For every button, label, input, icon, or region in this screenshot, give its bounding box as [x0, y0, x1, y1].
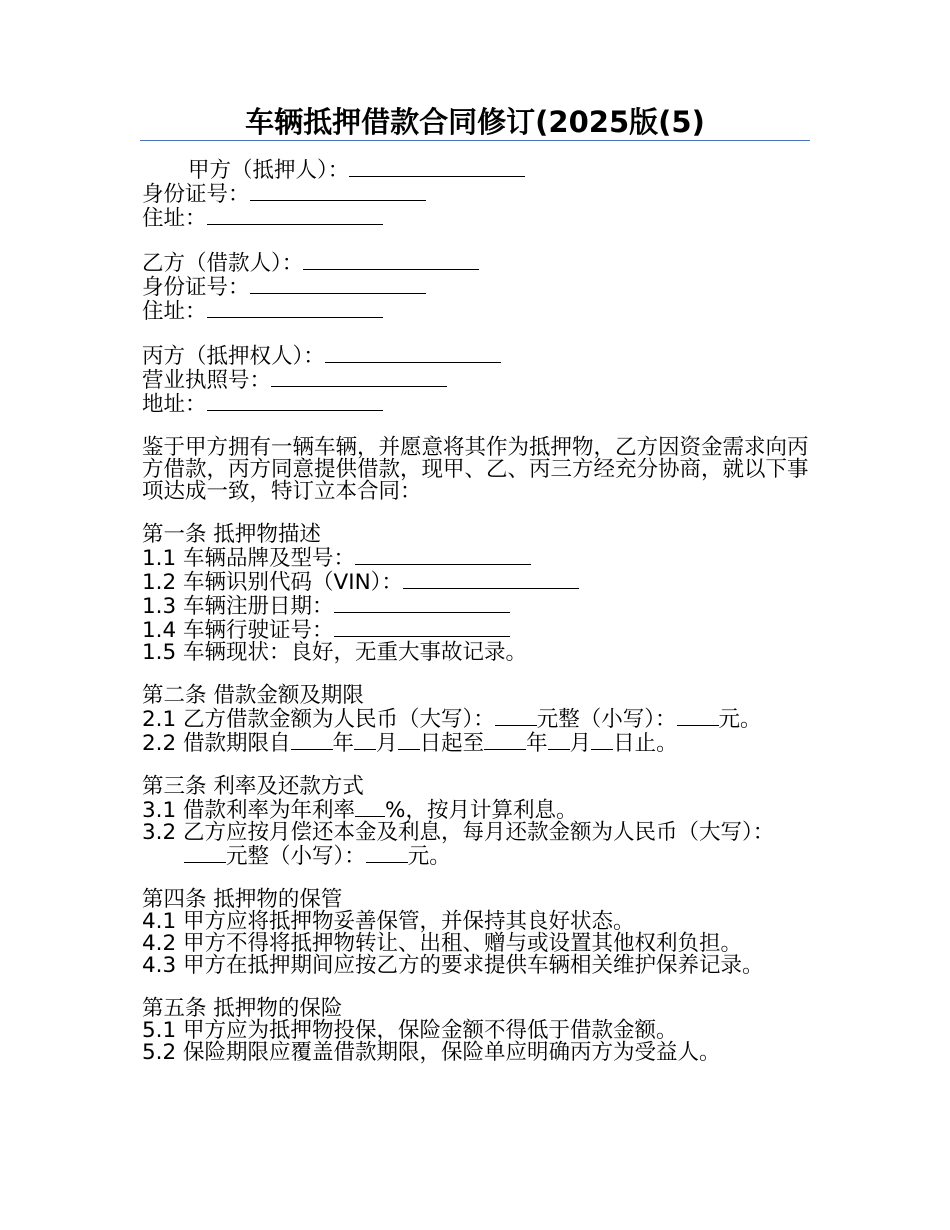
party-c-addr-label: 地址： — [142, 392, 207, 417]
repayment-text: 3.2 乙方应按月偿还本金及利息，每月还款金额为人民币（大写）： — [142, 820, 775, 845]
article-3-item-2 — [142, 822, 814, 868]
party-b-addr-label: 住址： — [142, 299, 207, 324]
interest-rate-blank — [355, 798, 385, 817]
end-day-label: 日止。 — [613, 731, 678, 756]
article-1-item-2-text: 1.2 车辆识别代码（VIN）： — [142, 570, 403, 595]
party-a-addr-blank — [207, 206, 383, 225]
article-2-item-1 — [142, 707, 814, 731]
party-c-license-label: 营业执照号： — [142, 368, 272, 393]
party-b-addr-blank — [207, 299, 383, 318]
start-year-blank — [291, 731, 333, 750]
article-1-item-4-text: 1.4 车辆行驶证号： — [142, 618, 334, 643]
article-1-item-2 — [142, 570, 814, 594]
document-title: 车辆抵押借款合同修订(2025版(5) — [140, 104, 810, 141]
repayment-upper-blank — [184, 844, 226, 863]
party-b-blank — [303, 251, 479, 270]
start-day-blank — [398, 731, 420, 750]
article-4-item-2: 4.2 甲方不得将抵押物转让、出租、赠与或设置其他权利负担。 — [142, 931, 743, 956]
party-a-id-label: 身份证号： — [142, 182, 250, 207]
start-year-label: 年 — [332, 731, 355, 756]
start-day-label: 日起至 — [419, 731, 485, 756]
contract-body — [142, 158, 814, 1064]
party-b-id-label: 身份证号： — [142, 275, 250, 300]
party-c-addr-line — [142, 392, 814, 416]
article-1-item-3-text: 1.3 车辆注册日期： — [142, 594, 334, 619]
party-c-blank — [325, 344, 501, 363]
preamble: 鉴于甲方拥有一辆车辆，并愿意将其作为抵押物，乙方因资金需求向丙方借款，丙方同意提供借款，现甲、乙、丙三方经充分协商，就以下事项达成一致，特订立本合同： — [142, 435, 809, 504]
loan-amount-text: 2.1 乙方借款金额为人民币（大写）： — [142, 707, 495, 732]
loan-amount-unit: 元。 — [718, 707, 762, 732]
end-year-blank — [484, 731, 526, 750]
end-year-label: 年 — [526, 731, 548, 756]
vin-blank — [403, 570, 579, 589]
party-b-addr-line — [142, 299, 814, 323]
party-a-label: 甲方（抵押人）： — [188, 158, 350, 183]
party-a-id-line — [142, 182, 814, 206]
loan-amount-lower-blank — [677, 707, 719, 726]
article-1-item-5: 1.5 车辆现状：良好，无重大事故记录。 — [142, 640, 528, 665]
loan-amount-upper-blank — [495, 707, 537, 726]
article-1-item-4 — [142, 618, 814, 642]
interest-rate-suffix: %，按月计算利息。 — [385, 798, 578, 823]
party-a-line — [142, 158, 814, 182]
article-1-item-3 — [142, 594, 814, 618]
start-month-blank — [354, 731, 376, 750]
end-month-label: 月 — [569, 731, 592, 756]
article-5-item-1: 5.1 甲方应为抵押物投保，保险金额不得低于借款金额。 — [142, 1018, 678, 1043]
party-a-id-blank — [250, 182, 426, 201]
vehicle-model-blank — [355, 546, 531, 565]
article-5-heading: 第五条 抵押物的保险 — [142, 996, 343, 1021]
article-1-item-1 — [142, 546, 814, 570]
loan-term-text: 2.2 借款期限自 — [142, 731, 291, 756]
license-number-blank — [334, 618, 510, 637]
registration-date-blank — [334, 594, 510, 613]
article-4-item-3: 4.3 甲方在抵押期间应按乙方的要求提供车辆相关维护保养记录。 — [142, 953, 764, 978]
article-4-item-1: 4.1 甲方应将抵押物妥善保管，并保持其良好状态。 — [142, 909, 635, 934]
party-c-license-blank — [271, 368, 447, 387]
end-day-blank — [591, 731, 613, 750]
article-1-item-1-text: 1.1 车辆品牌及型号： — [142, 546, 356, 571]
party-c-line — [142, 344, 814, 368]
article-2-item-2 — [142, 731, 814, 755]
article-1-heading: 第一条 抵押物描述 — [142, 522, 321, 547]
party-b-label: 乙方（借款人）： — [142, 251, 304, 276]
repayment-unit: 元。 — [407, 844, 451, 869]
article-4-heading: 第四条 抵押物的保管 — [142, 887, 343, 912]
article-2-heading: 第二条 借款金额及期限 — [142, 683, 364, 708]
repayment-lower-text: 元整（小写）： — [226, 844, 366, 869]
start-month-label: 月 — [376, 731, 398, 756]
party-b-id-line — [142, 275, 814, 299]
end-month-blank — [548, 731, 570, 750]
interest-rate-text: 3.1 借款利率为年利率 — [142, 798, 356, 823]
party-b-id-blank — [250, 275, 426, 294]
party-c-license-line — [142, 368, 814, 392]
article-5-item-2: 5.2 保险期限应覆盖借款期限，保险单应明确丙方为受益人。 — [142, 1040, 721, 1065]
party-a-addr-label: 住址： — [142, 206, 207, 231]
party-a-blank — [349, 158, 525, 177]
loan-amount-lower-text: 元整（小写）： — [536, 707, 677, 732]
party-a-addr-line — [142, 206, 814, 230]
repayment-lower-blank — [366, 844, 408, 863]
article-3-item-1 — [142, 798, 814, 822]
party-c-label: 丙方（抵押权人）： — [142, 344, 325, 369]
party-c-addr-blank — [207, 392, 383, 411]
article-3-heading: 第三条 利率及还款方式 — [142, 774, 364, 799]
party-b-line — [142, 251, 814, 275]
